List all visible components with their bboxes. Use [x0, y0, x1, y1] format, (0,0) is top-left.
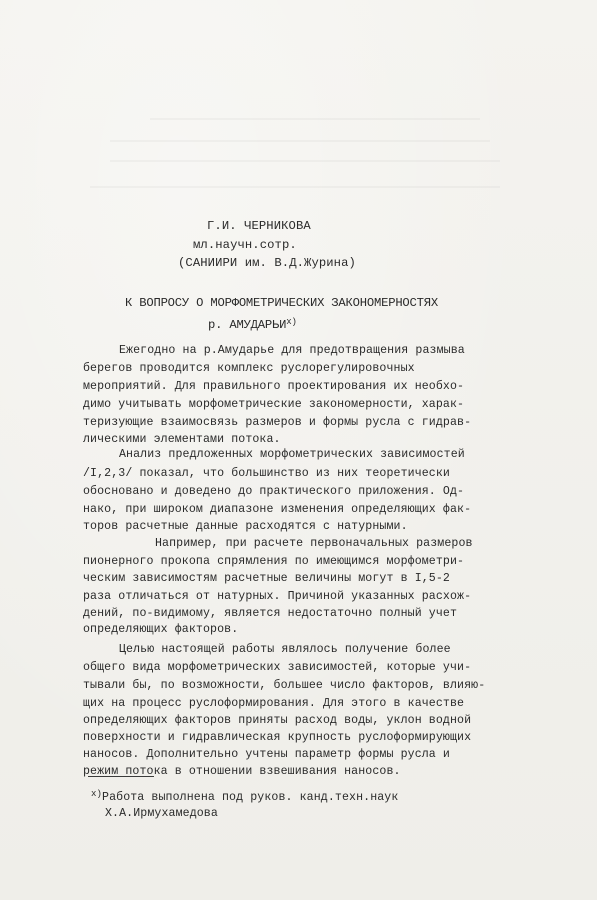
body-line-16: дений, по-видимому, является недостаточно полный учет	[83, 607, 458, 620]
author-institution: (САНИИРИ им. В.Д.Журина)	[178, 256, 356, 270]
body-line-2: берегов проводится комплекс руслорегулировочных	[83, 362, 415, 375]
footnote-separator	[88, 776, 154, 777]
body-line-12: Например, при расчете первоначальных размеров	[155, 537, 473, 550]
footnote-line-2: Х.А.Ирмухамедова	[105, 807, 218, 820]
body-line-20: тывали бы, по возможности, большее число факторов, влияю-	[83, 679, 486, 692]
body-line-17: определяющих факторов.	[83, 623, 239, 636]
body-line-18: Целью настоящей работы являлось получение более	[119, 643, 451, 656]
body-line-9: обосновано и доведено до практического приложения. Од-	[83, 485, 465, 498]
article-title-river: р. АМУДАРЬИ	[208, 318, 287, 332]
author-position: мл.научн.сотр.	[193, 238, 297, 252]
bleed-through-mark	[90, 186, 500, 188]
article-title-line-1: К ВОПРОСУ О МОРФОМЕТРИЧЕСКИХ ЗАКОНОМЕРНОСТЯХ	[125, 296, 439, 310]
body-line-6: лическими элементами потока.	[83, 433, 281, 446]
body-line-8: /I,2,3/ показал, что большинство из них теоретически	[83, 467, 450, 480]
body-line-24: наносов. Дополнительно учтены параметр формы русла и	[83, 748, 450, 761]
body-line-11: торов расчетные данные расходятся с натурными.	[83, 520, 408, 533]
footnote-line-1	[91, 787, 398, 805]
body-line-5: теризующие взаимосвязь размеров и формы русла с гидрав-	[83, 416, 472, 429]
body-line-15: раза отличаться от натурных. Причиной указанных расхож-	[83, 590, 472, 603]
bleed-through-mark	[110, 160, 500, 162]
body-line-14: ческим зависимостям расчетные величины могут в I,5-2	[83, 572, 450, 585]
footnote-mark: х)	[91, 789, 103, 799]
body-line-25: режим потока в отношении взвешивания наносов.	[83, 765, 401, 778]
body-line-13: пионерного прокопа спрямления по имеющимся морфометри-	[83, 555, 465, 568]
body-line-21: щих на процесс руслоформирования. Для этого в качестве	[83, 697, 465, 710]
body-line-1: Ежегодно на р.Амударье для предотвращения размыва	[119, 344, 465, 357]
title-footnote-mark: х)	[286, 317, 297, 327]
author-name: Г.И. ЧЕРНИКОВА	[207, 219, 311, 233]
body-line-7: Анализ предложенных морфометрических зависимостей	[119, 448, 465, 461]
article-title-line-2	[208, 315, 297, 332]
body-line-3: мероприятий. Для правильного проектирования их необхо-	[83, 380, 465, 393]
footnote-text: Работа выполнена под руков. канд.техн.наук	[102, 791, 399, 804]
body-line-10: нако, при широком диапазоне изменения определяющих фак-	[83, 503, 472, 516]
bleed-through-mark	[150, 118, 480, 120]
body-line-23: поверхности и гидравлическая крупность руслоформирующих	[83, 731, 472, 744]
body-line-22: определяющих факторов приняты расход воды, уклон водной	[83, 714, 472, 727]
bleed-through-mark	[110, 140, 490, 142]
body-line-19: общего вида морфометрических зависимостей, которые учи-	[83, 661, 472, 674]
body-line-4: димо учитывать морфометрические закономерности, харак-	[83, 398, 465, 411]
